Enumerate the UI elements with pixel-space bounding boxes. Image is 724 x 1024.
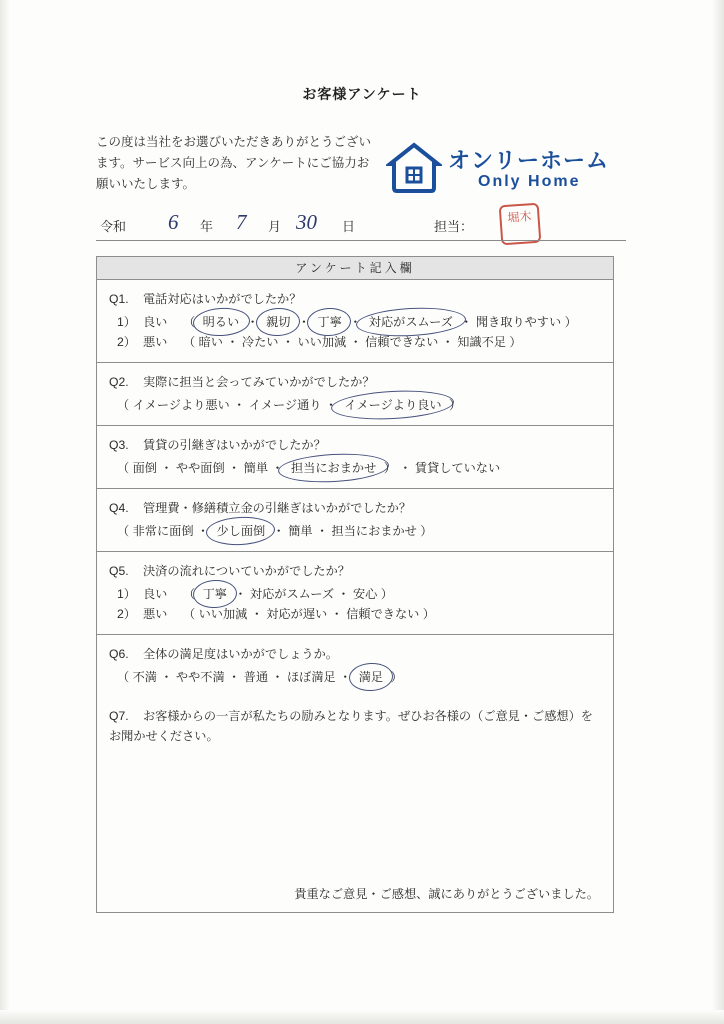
option-selected[interactable]: 満足 bbox=[355, 667, 387, 687]
option[interactable]: やや面倒 bbox=[175, 461, 225, 475]
question-title bbox=[109, 644, 601, 664]
date-underline bbox=[96, 240, 626, 241]
option-selected[interactable]: イメージより良い bbox=[340, 395, 445, 415]
option-selected[interactable]: 丁寧 bbox=[199, 584, 231, 604]
day-label: 日 bbox=[342, 219, 356, 234]
option[interactable]: 信頼できない bbox=[346, 607, 420, 621]
paren-open: （ bbox=[117, 524, 130, 538]
logo-name-ja: オンリーホーム bbox=[448, 148, 610, 173]
survey-form bbox=[96, 256, 614, 913]
option[interactable]: 聞き取りやすい bbox=[475, 315, 562, 329]
question-number: Q2. bbox=[109, 375, 129, 389]
option-line-lead: 悪い bbox=[143, 335, 168, 349]
era-label: 令和 bbox=[100, 219, 127, 234]
option-line: （ 不満 ・ やや不満 ・ 普通 ・ ほぼ満足 ・ 満足 ） bbox=[109, 667, 601, 687]
logo-name-en: Only Home bbox=[478, 173, 581, 190]
paren-close: ） bbox=[383, 461, 396, 475]
question-q6 bbox=[97, 635, 613, 697]
question-number: Q3. bbox=[109, 438, 129, 452]
option-selected[interactable]: 少し面倒 bbox=[212, 521, 269, 541]
option-tail[interactable]: ・ 賃貸していない bbox=[399, 461, 501, 475]
question-text: 全体の満足度はいかがでしょうか。 bbox=[143, 647, 338, 661]
form-footer-note: 貴重なご意見・ご感想、誠にありがとうございました。 bbox=[294, 887, 599, 901]
q7-text: お客様からの一言が私たちの励みとなります。ぜひお各様の（ご意見・ご感想）をお聞かせください。 bbox=[109, 709, 593, 743]
paren-open: （ bbox=[117, 670, 130, 684]
questions-container bbox=[97, 280, 613, 697]
option[interactable]: 冷たい bbox=[241, 335, 279, 349]
staff-label: 担当： bbox=[434, 219, 474, 234]
option-line-lead: 良い bbox=[143, 315, 168, 329]
paren-close: ） bbox=[448, 398, 462, 412]
q7-title bbox=[109, 706, 601, 746]
form-header: アンケート記入欄 bbox=[97, 257, 613, 280]
option[interactable]: 安心 bbox=[352, 587, 378, 601]
paren-close: ） bbox=[380, 587, 393, 601]
option-line-lead: 悪い bbox=[143, 607, 168, 621]
option[interactable]: 簡単 bbox=[288, 524, 313, 538]
option[interactable]: ほぼ満足 bbox=[286, 670, 336, 684]
option[interactable]: 信頼できない bbox=[365, 335, 439, 349]
question-q5 bbox=[97, 552, 613, 635]
staff-stamp: 堀木 bbox=[499, 203, 542, 246]
paren-close: ） bbox=[420, 524, 433, 538]
day-value: 30 bbox=[296, 210, 317, 234]
paren-open: （ bbox=[117, 461, 130, 475]
scan-edge-right bbox=[712, 0, 724, 1024]
question-number: Q6. bbox=[109, 647, 129, 661]
question-q4 bbox=[97, 489, 613, 552]
paren-close: ） bbox=[390, 670, 403, 684]
option-line: （ イメージより悪い ・ イメージ通り ・ イメージより良い ） bbox=[109, 395, 601, 415]
scan-edge-left bbox=[0, 0, 10, 1024]
paren-open: （ bbox=[183, 607, 196, 621]
year-value: 6 bbox=[168, 210, 179, 234]
company-logo bbox=[386, 142, 626, 202]
question-title bbox=[109, 498, 601, 518]
option-line: 2） 悪い （ 暗い ・ 冷たい ・ いい加減 ・ 信頼できない ・ 知識不足 ） bbox=[109, 332, 601, 352]
question-text: 電話対応はいかがでしたか？ bbox=[143, 292, 302, 306]
paren-open: （ bbox=[183, 335, 196, 349]
option[interactable]: 面倒 bbox=[132, 461, 157, 475]
option-line: 2） 悪い （ いい加減 ・ 対応が遅い ・ 信頼できない ） bbox=[109, 604, 601, 624]
option-selected[interactable]: 明るい bbox=[199, 312, 244, 332]
question-title bbox=[109, 561, 601, 581]
option[interactable]: 非常に面倒 bbox=[132, 524, 194, 538]
q7-number: Q7. bbox=[109, 709, 129, 723]
month-value: 7 bbox=[236, 210, 247, 234]
option-line-index: 1） bbox=[117, 315, 136, 329]
paren-open: （ bbox=[183, 587, 196, 601]
option[interactable]: いい加減 bbox=[297, 335, 347, 349]
intro-paragraph: この度は当社をお選びいただきありがとうございます。サービス向上の為、アンケートにご協力お願いいたします。 bbox=[96, 135, 372, 191]
paren-close: ） bbox=[422, 607, 435, 621]
option[interactable]: いい加減 bbox=[198, 607, 248, 621]
option[interactable]: 不満 bbox=[132, 670, 157, 684]
question-q7 bbox=[97, 697, 613, 912]
question-title bbox=[109, 289, 601, 309]
paren-open: （ bbox=[117, 398, 130, 412]
paren-close: ） bbox=[564, 315, 577, 329]
page-title: お客様アンケート bbox=[302, 86, 422, 102]
option-selected[interactable]: 丁寧 bbox=[313, 312, 345, 332]
paren-close: ） bbox=[509, 335, 522, 349]
house-logo-icon bbox=[386, 142, 442, 194]
option-line: 1） 良い （ 明るい ・ 親切 ・ 丁寧 ・ 対応がスムーズ ・ 聞き取りやすい ） bbox=[109, 312, 601, 332]
question-number: Q1. bbox=[109, 292, 129, 306]
option[interactable]: 担当におまかせ bbox=[331, 524, 417, 538]
option[interactable]: やや不満 bbox=[175, 670, 225, 684]
option[interactable]: イメージ通り bbox=[248, 398, 322, 412]
question-text: 管理費・修繕積立金の引継ぎはいかがでしたか？ bbox=[143, 501, 412, 515]
year-label: 年 bbox=[200, 219, 214, 234]
question-text: 賃貸の引継ぎはいかがでしたか？ bbox=[143, 438, 326, 452]
option-line-index: 2） bbox=[117, 335, 136, 349]
option-line: 1） 良い （ 丁寧 ・ 対応がスムーズ ・ 安心 ） bbox=[109, 584, 601, 604]
option-line: （ 非常に面倒 ・ 少し面倒 ・ 簡単 ・ 担当におまかせ ） bbox=[109, 521, 601, 541]
option[interactable]: 対応が遅い bbox=[266, 607, 328, 621]
option-line: （ 面倒 ・ やや面倒 ・ 簡単 ・ 担当におまかせ ） ・ 賃貸していない bbox=[109, 458, 601, 478]
option-line-index: 1） bbox=[117, 587, 136, 601]
question-text: 決済の流れについていかがでしたか？ bbox=[143, 564, 350, 578]
question-number: Q5. bbox=[109, 564, 129, 578]
option-selected[interactable]: 親切 bbox=[262, 312, 294, 332]
option-selected[interactable]: 担当におまかせ bbox=[287, 458, 380, 478]
question-title bbox=[109, 372, 601, 392]
month-label: 月 bbox=[268, 219, 282, 234]
option-line-lead: 良い bbox=[143, 587, 168, 601]
question-q1 bbox=[97, 280, 613, 363]
option-selected[interactable]: 対応がスムーズ bbox=[365, 312, 457, 332]
question-q3 bbox=[97, 426, 613, 489]
question-title bbox=[109, 435, 601, 455]
scan-edge-bottom bbox=[0, 1010, 724, 1024]
option-line-index: 2） bbox=[117, 607, 136, 621]
option[interactable]: 普通 bbox=[243, 670, 269, 684]
option[interactable]: イメージより悪い bbox=[132, 398, 230, 412]
date-row bbox=[96, 210, 626, 244]
question-q2 bbox=[97, 363, 613, 426]
option[interactable]: 簡単 bbox=[243, 461, 269, 475]
question-text: 実際に担当と会ってみていかがでしたか？ bbox=[143, 375, 375, 389]
paren-open: （ bbox=[183, 315, 196, 329]
option[interactable]: 対応がスムーズ bbox=[249, 587, 335, 601]
option[interactable]: 知識不足 bbox=[457, 335, 507, 349]
question-number: Q4. bbox=[109, 501, 129, 515]
option[interactable]: 暗い bbox=[198, 335, 223, 349]
